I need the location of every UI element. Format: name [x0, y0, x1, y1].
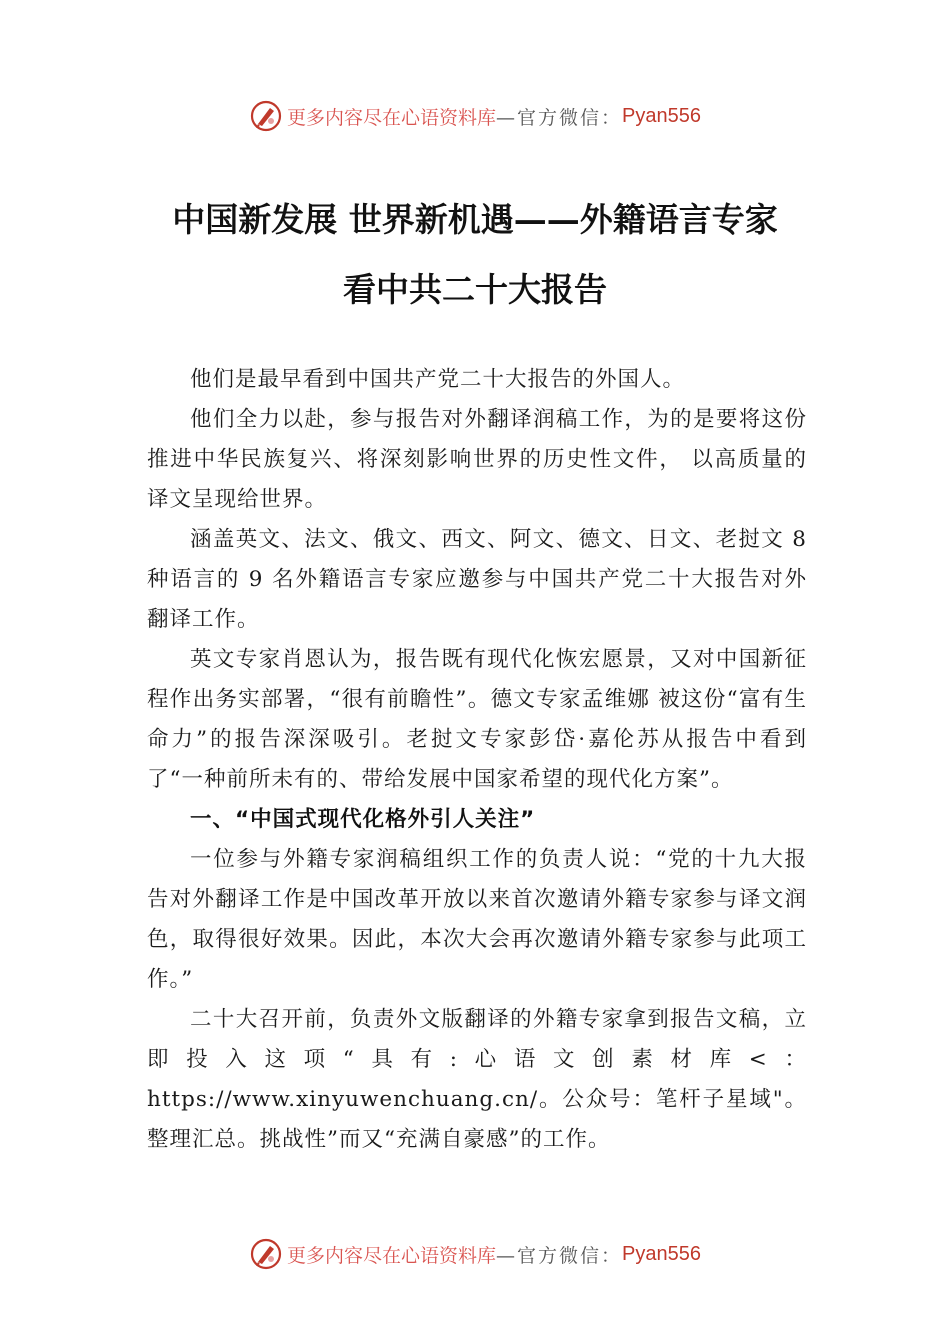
watermark-label: —官方微信：	[496, 1244, 623, 1267]
paragraph: 一位参与外籍专家润稿组织工作的负责人说：“党的十九大报告对外翻译工作是中国改革开放以来首次邀请外籍专家参与译文润色，取得很好效果。因此，本次大会再次邀请外籍专家参与此项工作。”	[147, 847, 807, 992]
watermark-label: —官方微信：	[496, 106, 623, 129]
pen-logo-icon	[249, 1237, 283, 1271]
paragraph: 涵盖英文、法文、俄文、西文、阿文、德文、日文、老挝文 8 种语言的 9 名外籍语言专家应邀参与中国共产党二十大报告对外翻译工作。	[147, 527, 807, 632]
document-title-line-1: 中国新发展 世界新机遇——外籍语言专家	[172, 200, 778, 239]
header-watermark	[0, 96, 950, 136]
document-title-line-2: 看中共二十大报告	[343, 270, 607, 309]
pen-logo-icon	[249, 99, 283, 133]
paragraph: 他们全力以赴，参与报告对外翻译润稿工作，为的是要将这份推进中华民族复兴、将深刻影响世界的历史性文件， 以高质量的译文呈现给世界。	[147, 407, 807, 512]
paragraph: 二十大召开前，负责外文版翻译的外籍专家拿到报告文稿，立即投入这项“具有:心语文创素材库<：https://www.xinyuwenchuang.cn/。公众号：笔杆子星域"。整理汇总。挑战性”而又“充满自豪感”的工作。	[147, 1007, 807, 1152]
section-heading: 一、“中国式现代化格外引人关注”	[190, 807, 536, 832]
paragraph: 英文专家肖恩认为，报告既有现代化恢宏愿景，又对中国新征程作出务实部署，“很有前瞻性”。德文专家孟维娜 被这份“富有生命力”的报告深深吸引。老挝文专家彭岱·嘉伦苏从报告中看到了“一种前所未有的、带给发展中国家希望的现代化方案”。	[147, 647, 807, 792]
watermark-brand-text: 更多内容尽在心语资料库	[287, 106, 497, 129]
watermark-wechat-id: Pyan556	[622, 104, 701, 127]
watermark-brand-text: 更多内容尽在心语资料库	[287, 1244, 497, 1267]
footer-watermark	[0, 1234, 950, 1274]
document-body	[147, 360, 807, 1160]
paragraph: 他们是最早看到中国共产党二十大报告的外国人。	[190, 367, 686, 392]
watermark-wechat-id: Pyan556	[622, 1242, 701, 1265]
